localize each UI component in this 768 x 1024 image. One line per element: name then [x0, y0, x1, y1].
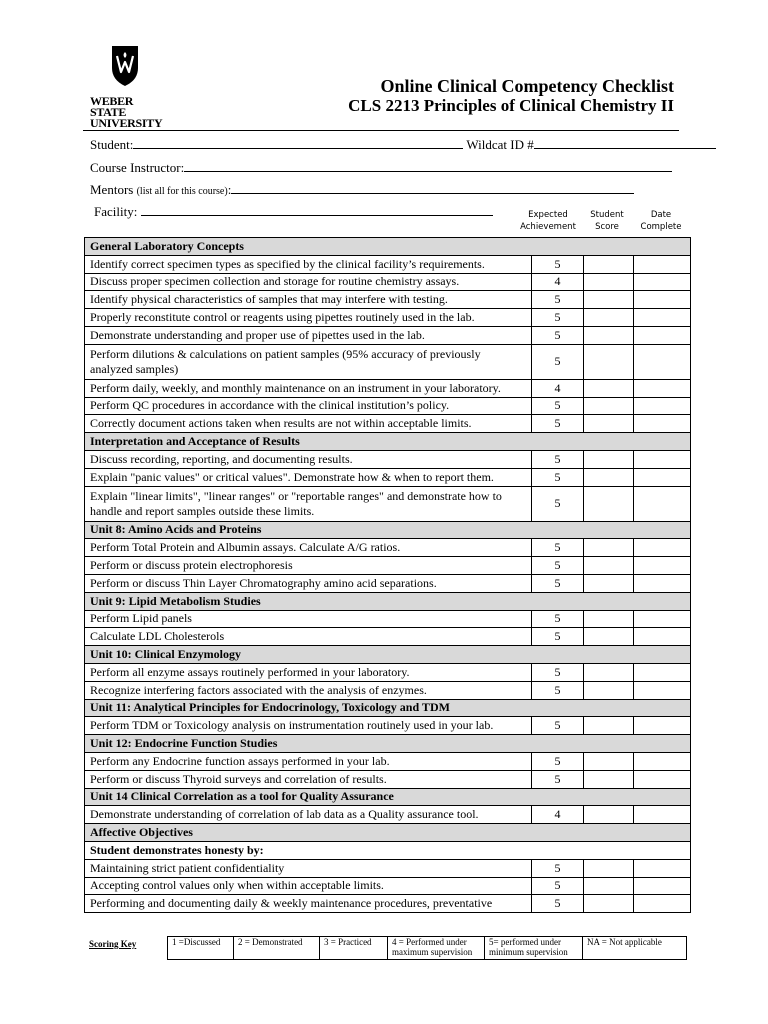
expected-value: 5 [532, 326, 584, 344]
table-row [85, 539, 691, 557]
student-score-cell[interactable] [584, 415, 634, 433]
competency-text: Demonstrate understanding and proper use of pipettes used in the lab. [85, 326, 532, 344]
competency-text: Perform QC procedures in accordance with the clinical institution’s policy. [85, 397, 532, 415]
expected-value: 4 [532, 806, 584, 824]
table-row [85, 379, 691, 397]
student-score-cell[interactable] [584, 877, 634, 895]
table-row [85, 344, 691, 379]
student-score-cell[interactable] [584, 539, 634, 557]
table-row [85, 255, 691, 273]
expected-value: 5 [532, 717, 584, 735]
expected-value: 5 [532, 895, 584, 913]
expected-value: 5 [532, 859, 584, 877]
university-name: WEBER STATE UNIVERSITY [90, 94, 163, 130]
scoring-key-entry: 2 = Demonstrated [234, 937, 320, 960]
student-score-header: Student Score [590, 210, 624, 232]
table-row [85, 610, 691, 628]
scoring-key-entry: 4 = Performed under maximum supervision [388, 937, 485, 960]
student-score-cell[interactable] [584, 806, 634, 824]
student-score-cell[interactable] [584, 379, 634, 397]
table-row [85, 859, 691, 877]
student-score-cell[interactable] [584, 255, 634, 273]
section-header-row [85, 433, 691, 451]
section-header-row [85, 521, 691, 539]
table-row [85, 717, 691, 735]
competency-text: Perform or discuss Thin Layer Chromatography amino acid separations. [85, 574, 532, 592]
competency-text: Perform daily, weekly, and monthly maintenance on an instrument in your laboratory. [85, 379, 532, 397]
date-complete-cell[interactable] [634, 273, 691, 291]
student-score-cell[interactable] [584, 681, 634, 699]
document-titles [348, 76, 674, 116]
student-score-cell[interactable] [584, 557, 634, 575]
date-complete-cell[interactable] [634, 415, 691, 433]
scoring-key-label: Scoring Key [89, 939, 137, 949]
competency-text: Perform TDM or Toxicology analysis on instrumentation routinely used in your lab. [85, 717, 532, 735]
competency-text: Demonstrate understanding of correlation of lab data as a Quality assurance tool. [85, 806, 532, 824]
date-complete-cell[interactable] [634, 486, 691, 521]
expected-value: 5 [532, 752, 584, 770]
date-complete-cell[interactable] [634, 291, 691, 309]
section-header-row [85, 238, 691, 256]
competency-text: Correctly document actions taken when results are not within acceptable limits. [85, 415, 532, 433]
date-complete-cell[interactable] [634, 752, 691, 770]
table-row [85, 397, 691, 415]
date-complete-cell[interactable] [634, 379, 691, 397]
student-score-cell[interactable] [584, 663, 634, 681]
date-complete-header: Date Complete [640, 210, 682, 232]
table-row [85, 291, 691, 309]
date-complete-cell[interactable] [634, 877, 691, 895]
document-title: Online Clinical Competency Checklist [380, 76, 674, 96]
table-row [85, 574, 691, 592]
document-subtitle: CLS 2213 Principles of Clinical Chemistry II [348, 96, 674, 115]
expected-value: 5 [532, 681, 584, 699]
expected-value: 5 [532, 415, 584, 433]
student-score-cell[interactable] [584, 610, 634, 628]
scoring-key-entry: 1 =Discussed [168, 937, 234, 960]
table-row [85, 450, 691, 468]
competency-text: Perform dilutions & calculations on patient samples (95% accuracy of previously analyzed samples) [85, 344, 532, 379]
student-score-cell[interactable] [584, 486, 634, 521]
section-header-row [85, 646, 691, 664]
date-complete-cell[interactable] [634, 895, 691, 913]
competency-text: Discuss proper specimen collection and storage for routine chemistry assays. [85, 273, 532, 291]
competency-text: Explain "panic values" or critical values". Demonstrate how & when to report them. [85, 468, 532, 486]
expected-value: 5 [532, 291, 584, 309]
date-complete-cell[interactable] [634, 806, 691, 824]
table-row [85, 877, 691, 895]
expected-value: 5 [532, 557, 584, 575]
expected-value: 5 [532, 468, 584, 486]
student-score-cell[interactable] [584, 273, 634, 291]
competency-text: Calculate LDL Cholesterols [85, 628, 532, 646]
expected-value: 5 [532, 628, 584, 646]
competency-text: Perform Lipid panels [85, 610, 532, 628]
section-header-row [85, 592, 691, 610]
student-score-cell[interactable] [584, 859, 634, 877]
table-row [85, 681, 691, 699]
section-title: Unit 11: Analytical Principles for Endocrinology, Toxicology and TDM [85, 699, 691, 717]
table-row [85, 806, 691, 824]
date-complete-cell[interactable] [634, 628, 691, 646]
student-score-cell[interactable] [584, 717, 634, 735]
table-row [85, 557, 691, 575]
facility-field[interactable]: Facility: [94, 203, 493, 219]
expected-value: 5 [532, 610, 584, 628]
expected-value: 5 [532, 486, 584, 521]
section-title: General Laboratory Concepts [85, 238, 691, 256]
shield-icon [110, 44, 140, 88]
table-row [85, 309, 691, 327]
section-title: Interpretation and Acceptance of Results [85, 433, 691, 451]
competency-text: Identify physical characteristics of samples that may interfere with testing. [85, 291, 532, 309]
competency-text: Discuss recording, reporting, and documenting results. [85, 450, 532, 468]
expected-value: 5 [532, 397, 584, 415]
date-complete-cell[interactable] [634, 859, 691, 877]
expected-value: 5 [532, 255, 584, 273]
student-score-cell[interactable] [584, 752, 634, 770]
section-title: Unit 12: Endocrine Function Studies [85, 735, 691, 753]
student-score-cell[interactable] [584, 450, 634, 468]
expected-value: 5 [532, 663, 584, 681]
student-score-cell[interactable] [584, 291, 634, 309]
student-score-cell[interactable] [584, 468, 634, 486]
student-score-cell[interactable] [584, 895, 634, 913]
table-row [85, 415, 691, 433]
expected-value: 5 [532, 574, 584, 592]
competency-text: Properly reconstitute control or reagents using pipettes routinely used in the lab. [85, 309, 532, 327]
student-score-cell[interactable] [584, 309, 634, 327]
competency-text: Perform or discuss Thyroid surveys and correlation of results. [85, 770, 532, 788]
section-title: Unit 10: Clinical Enzymology [85, 646, 691, 664]
student-score-cell[interactable] [584, 628, 634, 646]
subsection-header-row [85, 841, 691, 859]
table-row [85, 468, 691, 486]
section-header-row [85, 699, 691, 717]
student-score-cell[interactable] [584, 574, 634, 592]
competency-text: Maintaining strict patient confidentiality [85, 859, 532, 877]
expected-value: 5 [532, 450, 584, 468]
competency-text: Accepting control values only when within acceptable limits. [85, 877, 532, 895]
student-score-cell[interactable] [584, 326, 634, 344]
date-complete-cell[interactable] [634, 770, 691, 788]
competency-text: Perform any Endocrine function assays performed in your lab. [85, 752, 532, 770]
date-complete-cell[interactable] [634, 539, 691, 557]
course-instructor-field[interactable]: Course Instructor: [90, 159, 672, 175]
scoring-key-entry: 3 = Practiced [320, 937, 388, 960]
student-score-cell[interactable] [584, 344, 634, 379]
expected-value: 5 [532, 344, 584, 379]
expected-value: 5 [532, 877, 584, 895]
competency-text: Perform Total Protein and Albumin assays. Calculate A/G ratios. [85, 539, 532, 557]
date-complete-cell[interactable] [634, 255, 691, 273]
section-title: Unit 14 Clinical Correlation as a tool for Quality Assurance [85, 788, 691, 806]
expected-value: 5 [532, 309, 584, 327]
scoring-key-entry: NA = Not applicable [583, 937, 687, 960]
section-header-row [85, 824, 691, 842]
date-complete-cell[interactable] [634, 610, 691, 628]
section-title: Unit 9: Lipid Metabolism Studies [85, 592, 691, 610]
expected-value: 4 [532, 379, 584, 397]
competency-text: Performing and documenting daily & weekly maintenance procedures, preventative [85, 895, 532, 913]
date-complete-cell[interactable] [634, 309, 691, 327]
competency-text: Explain "linear limits", "linear ranges" or "reportable ranges" and demonstrate how to handle and report samples outside these limits. [85, 486, 532, 521]
date-complete-cell[interactable] [634, 397, 691, 415]
competency-text: Perform or discuss protein electrophoresis [85, 557, 532, 575]
competency-text: Recognize interfering factors associated with the analysis of enzymes. [85, 681, 532, 699]
expected-value: 4 [532, 273, 584, 291]
competency-table [84, 237, 691, 913]
university-logo [88, 44, 163, 130]
header-rule [83, 130, 679, 131]
table-row [85, 752, 691, 770]
expected-value: 5 [532, 539, 584, 557]
date-complete-cell[interactable] [634, 663, 691, 681]
table-row [85, 486, 691, 521]
competency-text: Perform all enzyme assays routinely performed in your laboratory. [85, 663, 532, 681]
date-complete-cell[interactable] [634, 344, 691, 379]
date-complete-cell[interactable] [634, 717, 691, 735]
section-header-row [85, 788, 691, 806]
mentors-field[interactable]: Mentors (list all for this course): [90, 181, 634, 199]
table-row [85, 628, 691, 646]
date-complete-cell[interactable] [634, 450, 691, 468]
student-field[interactable]: Student: Wildcat ID # [90, 136, 716, 152]
student-score-cell[interactable] [584, 397, 634, 415]
scoring-key-table [167, 936, 687, 960]
table-row [85, 770, 691, 788]
section-header-row [85, 735, 691, 753]
date-complete-cell[interactable] [634, 468, 691, 486]
date-complete-cell[interactable] [634, 681, 691, 699]
scoring-key-entry: 5= performed under minimum supervision [485, 937, 583, 960]
table-row [85, 326, 691, 344]
date-complete-cell[interactable] [634, 557, 691, 575]
wildcat-id-label: Wildcat ID # [466, 137, 534, 152]
date-complete-cell[interactable] [634, 574, 691, 592]
expected-achievement-header: Expected Achievement [520, 210, 576, 232]
expected-value: 5 [532, 770, 584, 788]
table-row [85, 895, 691, 913]
date-complete-cell[interactable] [634, 326, 691, 344]
student-score-cell[interactable] [584, 770, 634, 788]
subsection-title: Student demonstrates honesty by: [85, 841, 691, 859]
table-row [85, 663, 691, 681]
section-title: Affective Objectives [85, 824, 691, 842]
section-title: Unit 8: Amino Acids and Proteins [85, 521, 691, 539]
competency-text: Identify correct specimen types as specified by the clinical facility’s requirements. [85, 255, 532, 273]
table-row [85, 273, 691, 291]
